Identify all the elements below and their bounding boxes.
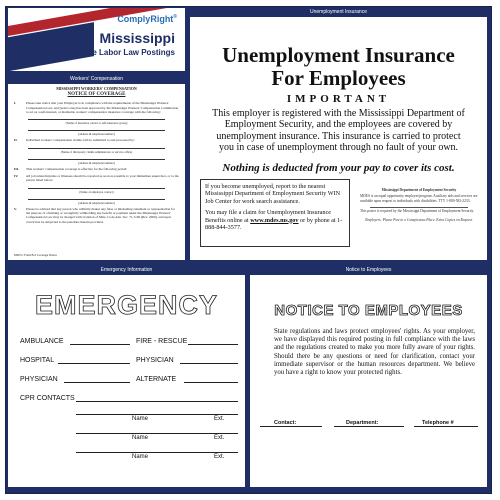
department-line <box>334 426 404 427</box>
mdes-website-link[interactable]: www.mdes.ms.gov <box>250 216 299 224</box>
contact-line <box>76 414 238 415</box>
hospital-label: HOSPITAL <box>20 357 55 364</box>
alternate-line <box>184 382 238 383</box>
wc-notice-heading: NOTICE OF COVERAGE <box>67 92 126 98</box>
claim-info-box: If you become unemployed, report to the nearest Mississippi Department of Employment Security WIN Job Center for work search assistance. You may file a claim for Unemployment Insurance Benefits online at www.mdes.ms.gov or by phone at 1-888-844-3577. <box>200 179 350 247</box>
telephone-label: Telephone # <box>422 420 454 426</box>
poster-header <box>8 8 185 71</box>
contact-line <box>76 452 238 453</box>
panel-label: Workers' Compensation <box>8 75 185 84</box>
notice-panel <box>250 266 487 487</box>
contact-line <box>260 426 322 427</box>
fill-line <box>28 119 165 120</box>
contact-label: Contact: <box>274 420 297 426</box>
panel-label: Emergency Information <box>8 266 245 275</box>
wc-item: II. Individual workers' compensation claims will be submitted to and processed by: <box>14 138 135 143</box>
important-heading: IMPORTANT <box>286 93 391 105</box>
fire-rescue-line <box>188 344 238 345</box>
wc-item: V. Please be advised that any person who willfully makes any false or misleading statement or representation for the purpose of obtaining or wrongfully withholding any benefit or payment under the Mississippi Workers' Compensation Law may be charged with violation of Miss. Code Ann. Sec. 71-3-69 (Rev. 2000), and upon conviction be subjected to the penalties therein provided. <box>14 207 175 224</box>
contact-line <box>76 433 238 434</box>
brand-logo: ComplyRight® <box>117 14 177 24</box>
workers-comp-panel: Workers' Compensation MISSISSIPPI WORKERS' COMPENSATION NOTICE OF COVERAGE I. Please take notice that your Employer is in compliance with the requirements of the Mississippi Workers' Compensation Law, and [select one] has been approved by the Mississippi Workers' Compensation Commission to act as a self-insured, or maintains workers' compensation insurance coverage with the following: (Name of insurance carrier or self-insurance group) (address & telephone number) II. Individual workers' compensation claims will be submitted to and processed by: (Name of third-party claims administrator or service office) (address & telephone number) III. This workers' compensation coverage is effective for the following period: IV. All job related injuries or illnesses should be reported as soon as possible to your immediate supervisor, or to the person listed below: (Name of employee contact) (address & telephone number) V. Please be advised that any person who willfully makes any false or misleading statement or representation for the purpose of obtaining or wrongfully withholding any benefit or payment under the Mississippi Workers' Compensation Law may be charged with violation of Miss. Code Ann. Sec. 71-3-69 (Rev. 2000), and upon conviction be subjected to the penalties therein provided. MWCC Form B-3 Coverage Notice <box>8 75 185 260</box>
name-label: Name <box>132 435 149 441</box>
wc-title: MISSISSIPPI WORKERS' COMPENSATION <box>56 86 137 91</box>
ambulance-line <box>70 344 130 345</box>
alternate-label: ALTERNATE <box>136 376 177 383</box>
hospital-line <box>58 363 130 364</box>
unemployment-body: This employer is registered with the Mississippi Department of Employment Security, and the employees are covered by unemployment insurance. This insurance is carried to protect you in case of unemployment through no fault of your own. <box>212 108 465 154</box>
fill-line <box>28 199 165 200</box>
state-title: Mississippi <box>99 30 175 46</box>
physician-label: PHYSICIAN <box>136 357 174 364</box>
emergency-title: EMERGENCY <box>34 290 219 320</box>
name-label: Name <box>132 416 149 422</box>
wc-item: IV. All job related injuries or illnesses should be reported as soon as possible to your immediate supervisor, or to the person listed below: <box>14 174 179 183</box>
emergency-panel <box>8 266 245 487</box>
panel-label: Notice to Employees <box>250 266 487 275</box>
fill-line <box>28 148 165 149</box>
unemployment-emphasis: Nothing is deducted from your pay to cover its cost. <box>222 162 455 174</box>
wc-item: I. Please take notice that your Employer is in compliance with the requirements of the Mississippi Workers' Compensation Law, and [select one] has been approved by the Mississippi Workers' Compensation Commission to act as a self-insured, or maintains workers' compensation insurance coverage with the following: <box>14 101 179 114</box>
fill-line <box>28 130 165 131</box>
ambulance-label: AMBULANCE <box>20 338 64 345</box>
physician-line <box>64 382 130 383</box>
wc-item: III. This workers' compensation coverage is effective for the following period: <box>14 167 128 172</box>
name-label: Name <box>132 454 149 460</box>
telephone-line <box>414 426 478 427</box>
fire-rescue-label: FIRE - RESCUE <box>136 338 188 345</box>
panel-label: Unemployment Insurance <box>190 8 487 17</box>
physician-line <box>180 363 238 364</box>
notice-title: NOTICE TO EMPLOYEES <box>274 302 463 319</box>
ext-label: Ext. <box>214 435 225 441</box>
poster-footer: Reorder Item # EMPLOYER NOTE: Must be posted in a conspicuous place for convenient viewing by all employees and applicants. <box>8 494 252 498</box>
cpr-line <box>76 401 238 402</box>
agency-info: Mississippi Department of Employment Security MDES is an equal opportunity employer/program. Auxiliary aids and services are available upon request to individuals with disabilities. TTY 1-800-582-2233. This poster is required by the Mississippi Department of Employment Security. Employers: Please Post in a Conspicuous Place. Extra Copies on Request. <box>360 188 478 222</box>
cpr-contacts-label: CPR CONTACTS <box>20 395 75 402</box>
unemployment-panel <box>190 8 487 260</box>
physician-label: PHYSICIAN <box>20 376 58 383</box>
notice-body: State regulations and laws protect employees' rights. As your employer, we have displayed this required posting in full compliance with the laws and the regulations created to make you more fully aware of your rights. Should there be any questions or need for clarification, contact your immediate supervisor or the human resources department. We believe you have a right to know your protected rights. <box>274 328 475 377</box>
ext-label: Ext. <box>214 454 225 460</box>
unemployment-title: Unemployment Insurance For Employees <box>222 43 455 90</box>
ext-label: Ext. <box>214 416 225 422</box>
state-subtitle: State Labor Law Postings <box>77 48 175 57</box>
fill-line <box>28 188 165 189</box>
form-code: MWCC Form B-3 Coverage Notice <box>14 253 57 257</box>
fill-line <box>28 159 165 160</box>
department-label: Department: <box>346 420 379 426</box>
